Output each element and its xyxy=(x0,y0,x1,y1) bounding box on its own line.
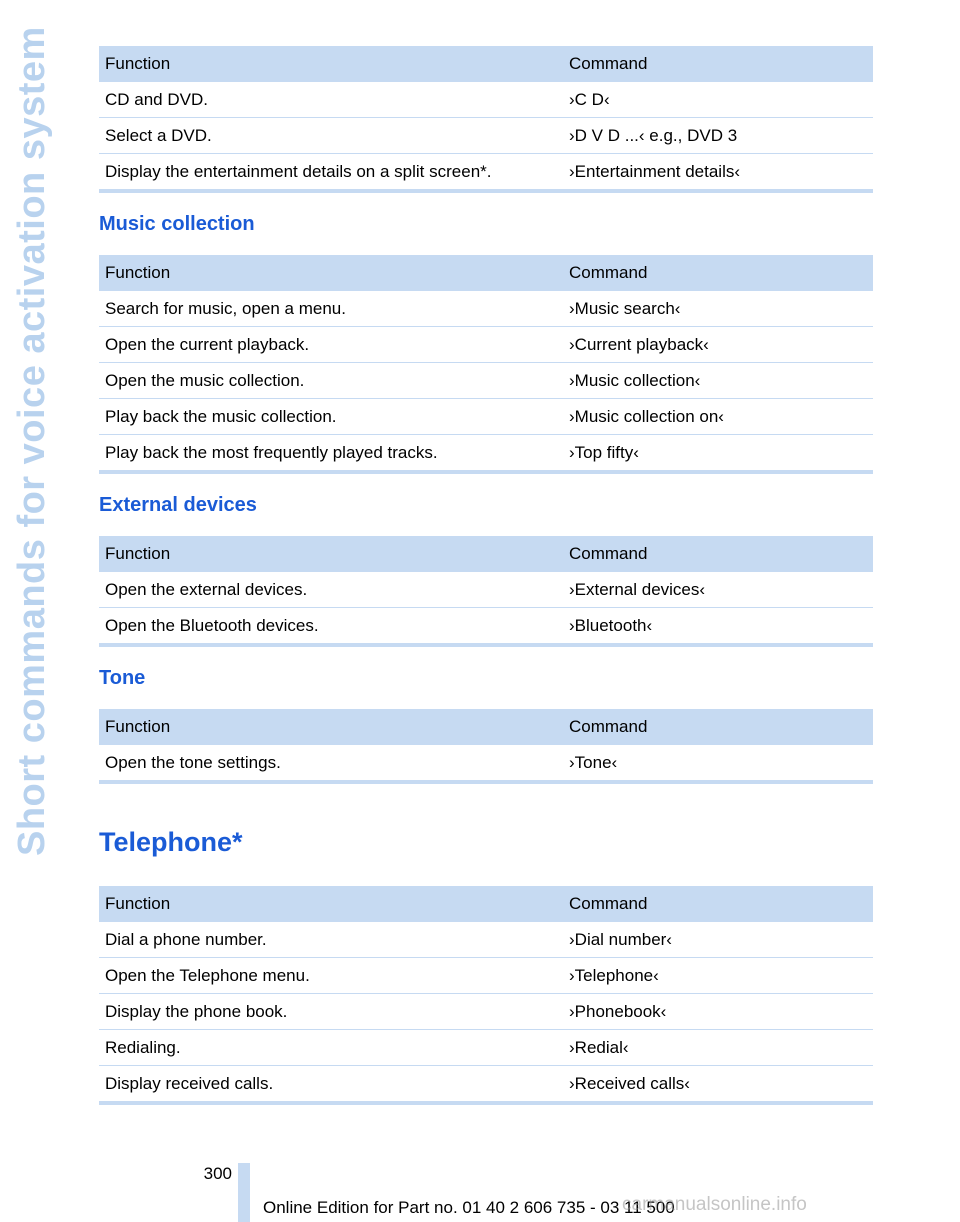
table-row xyxy=(99,154,873,192)
telephone-heading: Telephone* xyxy=(99,827,243,857)
tone-heading: Tone xyxy=(99,667,146,689)
function-cell: Open the Telephone menu. xyxy=(99,958,563,994)
command-column-header: Command xyxy=(563,886,873,922)
function-cell: Open the tone settings. xyxy=(105,752,281,772)
command-cell: ›External devices‹ xyxy=(563,572,873,608)
cd-dvd-command-table xyxy=(99,46,873,193)
function-column-header: Function xyxy=(99,886,563,922)
command-cell: ›Entertainment details‹ xyxy=(569,161,741,181)
command-cell: ›Telephone‹ xyxy=(563,958,873,994)
table-row xyxy=(99,958,873,994)
command-cell: ›C D‹ xyxy=(563,82,873,118)
command-column-header: Command xyxy=(563,46,873,82)
table-header-row xyxy=(99,46,873,82)
command-cell: ›Bluetooth‹ xyxy=(569,615,653,635)
function-column-header: Function xyxy=(99,255,563,291)
table-header-row xyxy=(99,886,873,922)
table-row xyxy=(99,435,873,473)
command-cell: ›Dial number‹ xyxy=(563,922,873,958)
command-column-header: Command xyxy=(563,709,873,745)
function-cell: Redialing. xyxy=(99,1030,563,1066)
function-cell: Play back the music collection. xyxy=(99,399,563,435)
table-row xyxy=(99,291,873,327)
function-cell: Open the current playback. xyxy=(99,327,563,363)
table-header-row xyxy=(99,709,873,745)
table-header-row xyxy=(99,536,873,572)
command-cell: ›Current playback‹ xyxy=(563,327,873,363)
function-cell: Open the music collection. xyxy=(99,363,563,399)
function-cell: Display received calls. xyxy=(105,1073,274,1093)
command-cell: ›Music collection‹ xyxy=(563,363,873,399)
table-row xyxy=(99,118,873,154)
function-cell: Display the phone book. xyxy=(99,994,563,1030)
table-row xyxy=(99,572,873,608)
tone-command-table xyxy=(99,709,873,784)
command-cell: ›Redial‹ xyxy=(563,1030,873,1066)
table-row xyxy=(99,327,873,363)
command-cell: ›Phonebook‹ xyxy=(563,994,873,1030)
command-cell: ›Tone‹ xyxy=(569,752,618,772)
command-column-header: Command xyxy=(563,255,873,291)
page-content xyxy=(99,46,873,1105)
table-row xyxy=(99,994,873,1030)
table-row xyxy=(99,363,873,399)
side-chapter-title: Short commands for voice activation system xyxy=(11,26,53,856)
table-row xyxy=(99,82,873,118)
function-cell: Open the external devices. xyxy=(99,572,563,608)
table-row xyxy=(99,922,873,958)
command-cell: ›Received calls‹ xyxy=(569,1073,690,1093)
telephone-command-table xyxy=(99,886,873,1105)
music-collection-command-table xyxy=(99,255,873,474)
footer-accent-bar xyxy=(238,1163,250,1222)
external-devices-command-table xyxy=(99,536,873,647)
external-devices-heading: External devices xyxy=(99,494,257,516)
command-column-header: Command xyxy=(563,536,873,572)
table-row xyxy=(99,608,873,646)
function-cell: Select a DVD. xyxy=(99,118,563,154)
function-column-header: Function xyxy=(99,536,563,572)
command-cell: ›Music search‹ xyxy=(563,291,873,327)
table-row xyxy=(99,399,873,435)
command-cell: ›D V D ...‹ e.g., DVD 3 xyxy=(563,118,873,154)
music-collection-heading: Music collection xyxy=(99,213,255,235)
command-cell: ›Music collection on‹ xyxy=(563,399,873,435)
function-cell: Play back the most frequently played tracks. xyxy=(105,442,438,462)
function-cell: Display the entertainment details on a split screen*. xyxy=(105,161,492,181)
page-number: 300 xyxy=(203,1164,232,1183)
function-cell: CD and DVD. xyxy=(99,82,563,118)
function-column-header: Function xyxy=(99,46,563,82)
function-cell: Dial a phone number. xyxy=(99,922,563,958)
function-cell: Open the Bluetooth devices. xyxy=(105,615,319,635)
table-row xyxy=(99,1030,873,1066)
site-watermark: carmanualsonline.info xyxy=(622,1194,807,1215)
table-row xyxy=(99,1066,873,1104)
table-header-row xyxy=(99,255,873,291)
function-cell: Search for music, open a menu. xyxy=(99,291,563,327)
table-row xyxy=(99,745,873,782)
command-cell: ›Top fifty‹ xyxy=(569,442,639,462)
function-column-header: Function xyxy=(99,709,563,745)
edition-note: Online Edition for Part no. 01 40 2 606 735 - 03 11 500 xyxy=(263,1198,675,1217)
